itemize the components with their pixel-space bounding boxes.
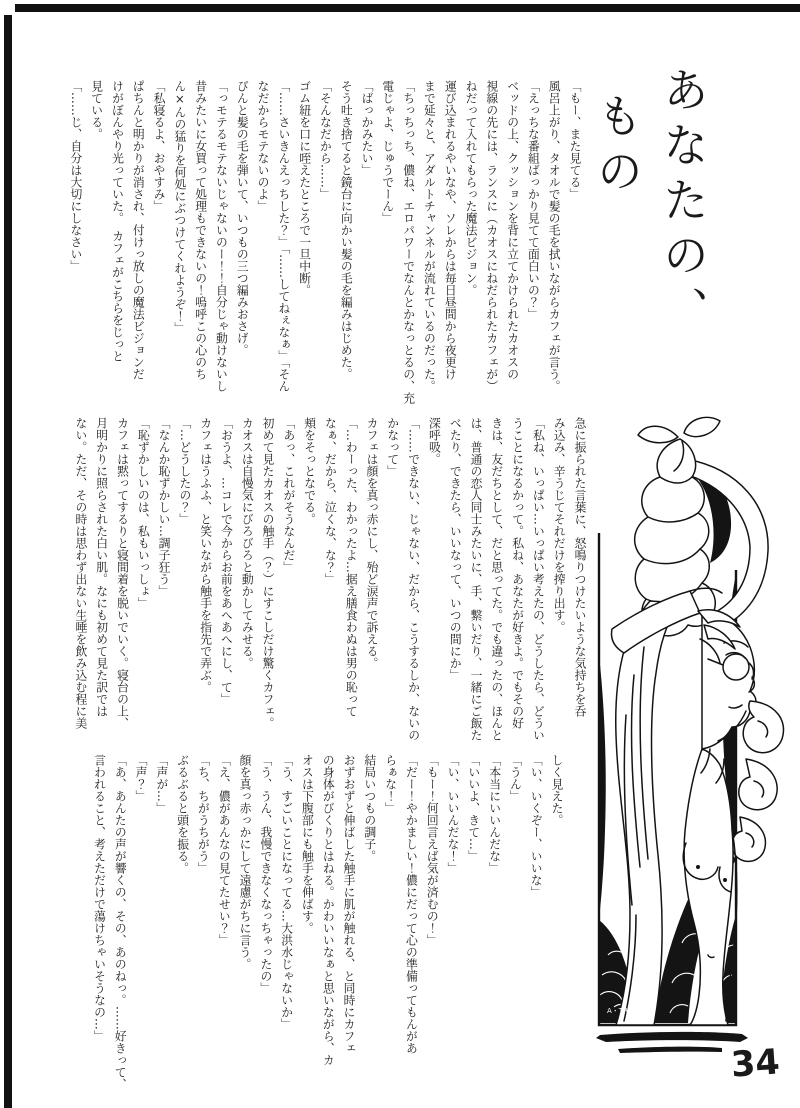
text-column: 「本当にいいんだな」 <box>487 754 502 874</box>
text-column: けがぼんやり光っていた。 カフェがこちらをじっと <box>110 80 125 363</box>
text-column: カオスは自慢気にびろびろと動かしてみせる。 <box>240 417 255 669</box>
text-column: 「え、儂があんなの見てたせい？」 <box>217 754 232 946</box>
text-column: 「私寝るよ、おやすみ」 <box>152 80 167 212</box>
text-column: しく見えた。 <box>550 754 564 826</box>
text-column: 「なんか恥ずかしい…調子狂う」 <box>157 417 172 597</box>
text-column: 見ている。 <box>89 80 104 140</box>
text-column: 頬をそっとなでる。 <box>302 417 317 525</box>
text-column: 「私ね、いっぱい…いっぱい考えたの、どうしたら、どうい <box>531 417 546 741</box>
text-column: 視線の先には、ランスに（カオスにねだられたカフェが） <box>484 80 499 392</box>
text-column: 運び込まれるやいなや、ソレからは毎日昼間から夜更け <box>443 80 458 380</box>
text-column: 深呼吸。 <box>427 417 442 465</box>
text-column: 「い、いくぞー、いいな」 <box>529 754 544 898</box>
text-column: 顔を真っ赤っかにして遠慮がちに言う。 <box>238 754 253 970</box>
text-column: オスは下腹部にも触手を伸ばす。 <box>300 754 315 934</box>
text-column: 「えっちな番組ばっかり見てて面白いの？」 <box>526 80 541 320</box>
text-column: 「…どうしたの？」 <box>177 417 192 525</box>
text-column: 初めて見たカオスの触手（？）にすこしだけ驚くカフェ。 <box>261 417 276 729</box>
text-column: ぱちんと明かりが消され、付けっ放しの魔法ビジョンだ <box>131 80 146 380</box>
figure-line-art <box>612 417 784 1025</box>
text-column: 「そんなだから……」 <box>318 80 333 200</box>
brush-stroke-lines <box>596 1032 748 1055</box>
text-column: 「もー！何回言えば気が済むの！」 <box>425 754 440 946</box>
text-column: 結局いつもの調子。 <box>362 754 377 862</box>
page-number: 34 <box>729 1042 782 1086</box>
text-column: ベッドの上、クッションを背に立てかけられたカオスの <box>505 80 520 380</box>
text-column: 「……できない、じゃない、だから、こうするしか、ないの <box>406 417 421 741</box>
text-block-1 <box>65 80 585 414</box>
text-column: 昔みたいに女買って処理もできないの！嗚呼この心のち <box>193 80 208 380</box>
text-column: は、普通の恋人同士みたいに、手、繋いだり、一緒にご飯た <box>469 417 484 741</box>
text-column: おずおずと伸ばした触手に肌が触れる、と同時にカフェ <box>342 754 357 1054</box>
text-column: 「ち、ちがうちがう」 <box>196 754 211 874</box>
text-column: 「…わーった、わかったよ…据え膳食わぬは男の恥って <box>344 417 359 717</box>
text-column: ゴム紐を口に咥えたところで一旦中断。 <box>297 80 312 296</box>
text-column: 「ちっちっち、儂ね、エロパワーでなんとかなっとるの、充 <box>401 80 416 404</box>
text-column: 「う、うん、我慢できなくなっちゃったの」 <box>258 754 273 994</box>
text-column: 「……じ、自分は大切にしなさい」 <box>68 80 83 272</box>
text-column: 「声？」 <box>134 754 149 802</box>
text-column: 「う、すごいことになってる…大洪水じゃないか」 <box>279 754 294 1030</box>
text-column: ない。ただ、その時は思わず出ない生唾を飲み込む程に美 <box>73 417 88 729</box>
artist-signature: A・TRUE <box>607 1007 638 1015</box>
text-column: カフェは顔を真っ赤にし、殆ど涙声で訴える。 <box>365 417 380 669</box>
text-column: ぴんと髪の毛を弾いて、いつもの三つ編みおさげ。 <box>235 80 250 356</box>
text-block-2 <box>70 417 590 751</box>
text-column: み込み、辛うじてそれだけを搾り出す。 <box>552 417 567 633</box>
text-column: カフェはうふふ、と笑いながら触手を指先で弄ぶ。 <box>198 417 213 693</box>
text-block-3 <box>89 754 567 1088</box>
text-column: 「うん」 <box>508 754 523 802</box>
text-column: きは、友だちとして、だと思ってた。でも違ったの、ほんと <box>489 417 504 741</box>
chapter-title-column-1: あなたの、 <box>656 66 710 341</box>
illustration-panel <box>590 415 795 1055</box>
text-column: なぁ、だから、泣くな、な？」 <box>323 417 338 585</box>
chapter-title-column-2: もの <box>590 92 644 202</box>
text-column: 「恥ずかしいのは、私もいっしょ」 <box>136 417 151 609</box>
text-column: まで延々と、アダルトチャンネルが流れているのだった。 <box>422 80 437 392</box>
text-column: ぶるぶると頭を振る。 <box>175 754 190 874</box>
text-column: かなって」 <box>385 417 400 477</box>
text-column: 月明かりに照らされた白い肌。なにも初めて見た訳では <box>94 417 109 717</box>
text-column: そう吐き捨てると鏡台に向かい髪の毛を編みはじめた。 <box>339 80 354 380</box>
text-column: 急に振られた言葉に、怒鳴りつけたいような気持ちを呑 <box>573 417 587 717</box>
scan-border-left <box>4 15 12 1108</box>
scan-border-top <box>15 4 800 12</box>
text-column: の身体がびくりとはねる。かわいいなぁと思いながら、カ <box>321 754 336 1066</box>
chapter-title <box>584 66 716 426</box>
text-column: うことになるかって。私ね、あなたが好きよ。でもその好 <box>510 417 525 729</box>
text-column: カフェは黙ってするりと寝間着を脱いでいく。寝台の上、 <box>115 417 130 729</box>
text-column: 「あっ、これがそうなんだ」 <box>281 417 296 573</box>
text-column: ねだって入れてもらった魔法ビジョン。 <box>464 80 479 296</box>
text-column: 「あ、あんたの声が響くの、その、あのねっ。……好きって、 <box>113 754 128 1090</box>
text-column: 「いいよ、きて…」 <box>466 754 481 862</box>
text-column: 「だー！やかましい！儂にだって心の準備ってもんがあ <box>404 754 419 1054</box>
text-column: らぁな！」 <box>383 754 398 814</box>
text-column: 「もー、また見てる」 <box>568 80 582 200</box>
text-column: 「……さいきんえっちした？」「……してねぇなぁ」「そん <box>276 80 291 393</box>
text-column: 「い、いいんだな！」 <box>446 754 461 874</box>
text-column: 「声が…」 <box>154 754 169 814</box>
text-column: 「おうよ、…コレで今からお前をあへあへにし、て」 <box>219 417 234 705</box>
text-column: 風呂上がり、タオルで髪の毛を拭いながらカフェが言う。 <box>547 80 562 392</box>
text-column: 言われること、考えただけで蕩けちゃいそうなの…」 <box>92 754 107 1042</box>
text-column: 「っモテるモテないじゃないのー！！自分じゃ動けないし <box>214 80 229 392</box>
text-column: なだからモテないのよ」 <box>256 80 271 212</box>
text-column: 「ばっかみたい」 <box>360 80 375 176</box>
text-column: べたり、できたら、いいなって、いつの間にか」 <box>448 417 463 681</box>
text-column: 電じゃよ、じゅうでーん」 <box>380 80 395 224</box>
text-column: ん×んの猛りを何処にぶつけてくれようぞ！」 <box>172 80 187 335</box>
